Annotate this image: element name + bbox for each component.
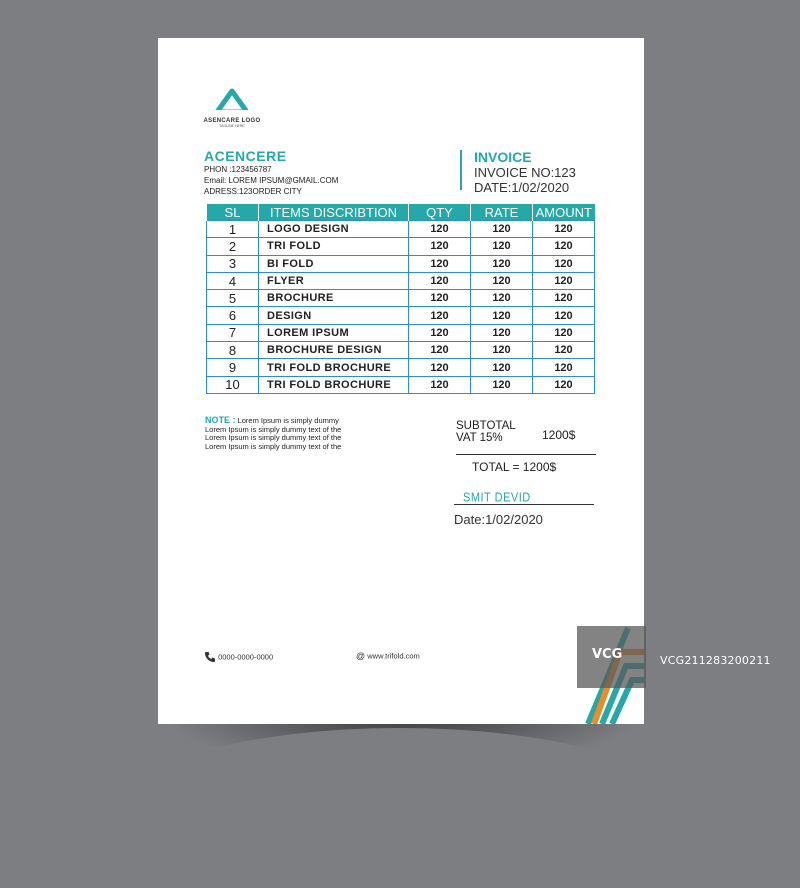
header-sl: SL bbox=[207, 204, 259, 221]
company-address: ADRESS:123ORDER CITY bbox=[204, 187, 302, 196]
note-line: Lorem Ipsum is simply dummy text of the bbox=[205, 441, 342, 451]
header-description: ITEMS DISCRIBTION bbox=[259, 204, 409, 221]
table-row bbox=[207, 342, 595, 359]
header-rate: RATE bbox=[471, 204, 533, 221]
cell-amount: 120 bbox=[533, 290, 595, 307]
header-qty: QTY bbox=[409, 204, 471, 221]
cell-qty: 120 bbox=[409, 324, 471, 341]
invoice-date: DATE:1/02/2020 bbox=[474, 180, 570, 195]
table-header-row bbox=[207, 204, 595, 221]
items-table bbox=[206, 204, 595, 394]
cell-amount: 120 bbox=[533, 307, 595, 324]
cell-amount: 120 bbox=[533, 342, 595, 359]
logo-name: ASENCARE LOGO bbox=[203, 118, 261, 124]
vat-label: VAT 15% bbox=[456, 432, 503, 444]
cell-rate: 120 bbox=[471, 342, 533, 359]
footer-web bbox=[356, 651, 420, 661]
cell-amount: 120 bbox=[533, 221, 595, 238]
cell-sl: 8 bbox=[207, 342, 259, 359]
cell-sl: 6 bbox=[207, 307, 259, 324]
footer-phone bbox=[204, 651, 273, 663]
phone-icon bbox=[204, 651, 216, 663]
cell-qty: 120 bbox=[409, 255, 471, 272]
cell-amount: 120 bbox=[533, 376, 595, 393]
total-divider bbox=[456, 454, 596, 455]
cell-sl: 4 bbox=[207, 272, 259, 289]
invoice-header bbox=[460, 149, 576, 195]
cell-description: LOREM IPSUM bbox=[259, 324, 409, 341]
cell-qty: 120 bbox=[409, 342, 471, 359]
table-row bbox=[207, 307, 595, 324]
cell-sl: 3 bbox=[207, 255, 259, 272]
note-label: NOTE : bbox=[205, 415, 236, 425]
cell-description: TRI FOLD bbox=[259, 238, 409, 255]
cell-rate: 120 bbox=[471, 238, 533, 255]
cell-description: BROCHURE bbox=[259, 290, 409, 307]
cell-sl: 5 bbox=[207, 290, 259, 307]
total-amount: TOTAL = 1200$ bbox=[472, 460, 557, 474]
totals-block bbox=[456, 420, 596, 474]
cell-rate: 120 bbox=[471, 307, 533, 324]
cell-rate: 120 bbox=[471, 272, 533, 289]
note-line: Lorem Ipsum is simply dummy bbox=[235, 416, 339, 425]
subtotal-row bbox=[456, 420, 596, 448]
cell-qty: 120 bbox=[409, 307, 471, 324]
cell-rate: 120 bbox=[471, 290, 533, 307]
table-row bbox=[207, 359, 595, 376]
cell-amount: 120 bbox=[533, 255, 595, 272]
watermark-brand: VCG bbox=[592, 647, 623, 662]
footer-phone-text: 0000-0000-0000 bbox=[218, 652, 274, 662]
watermark-id: VCG211283200211 bbox=[660, 654, 771, 667]
cell-sl: 7 bbox=[207, 324, 259, 341]
cell-description: BROCHURE DESIGN bbox=[259, 342, 409, 359]
cell-description: BI FOLD bbox=[259, 255, 409, 272]
logo-triangle-icon bbox=[212, 86, 252, 118]
cell-sl: 9 bbox=[207, 359, 259, 376]
signature: SMIT DEVID bbox=[463, 491, 531, 505]
cell-qty: 120 bbox=[409, 272, 471, 289]
signature-date: Date:1/02/2020 bbox=[454, 512, 543, 527]
cell-qty: 120 bbox=[409, 290, 471, 307]
cell-description: TRI FOLD BROCHURE bbox=[259, 359, 409, 376]
company-phone: PHON :123456787 bbox=[204, 165, 272, 174]
invoice-title: INVOICE bbox=[474, 149, 532, 165]
background-curve bbox=[120, 728, 680, 888]
signature-line bbox=[454, 504, 594, 505]
cell-rate: 120 bbox=[471, 255, 533, 272]
cell-description: DESIGN bbox=[259, 307, 409, 324]
cell-sl: 2 bbox=[207, 238, 259, 255]
cell-qty: 120 bbox=[409, 221, 471, 238]
table-row bbox=[207, 221, 595, 238]
cell-qty: 120 bbox=[409, 376, 471, 393]
cell-rate: 120 bbox=[471, 376, 533, 393]
note-line: Lorem Ipsum is simply dummy text of the bbox=[205, 424, 342, 434]
subtotal-label: SUBTOTAL bbox=[456, 420, 516, 432]
at-icon: @ bbox=[356, 651, 366, 662]
cell-description: LOGO DESIGN bbox=[259, 221, 409, 238]
cell-qty: 120 bbox=[409, 238, 471, 255]
company-name: ACENCERE bbox=[204, 148, 287, 164]
footer-web-text: www.trifold.com bbox=[367, 651, 420, 661]
cell-rate: 120 bbox=[471, 359, 533, 376]
cell-sl: 10 bbox=[207, 376, 259, 393]
cell-sl: 1 bbox=[207, 221, 259, 238]
table-row bbox=[207, 376, 595, 393]
cell-rate: 120 bbox=[471, 324, 533, 341]
invoice-number: INVOICE NO:123 bbox=[474, 165, 576, 180]
logo-tagline: TAGLINE HERE bbox=[219, 124, 245, 128]
company-email: Email: LOREM IPSUM@GMAIL.COM bbox=[204, 176, 339, 185]
company-info bbox=[204, 148, 338, 197]
table-row bbox=[207, 272, 595, 289]
cell-amount: 120 bbox=[533, 359, 595, 376]
cell-description: TRI FOLD BROCHURE bbox=[259, 376, 409, 393]
table-row bbox=[207, 255, 595, 272]
note-line: Lorem Ipsum is simply dummy text of the bbox=[205, 433, 342, 442]
cell-rate: 120 bbox=[471, 221, 533, 238]
table-row bbox=[207, 238, 595, 255]
table-row bbox=[207, 324, 595, 341]
cell-qty: 120 bbox=[409, 359, 471, 376]
subtotal-amount: 1200$ bbox=[542, 428, 576, 442]
header-amount: AMOUNT bbox=[533, 204, 595, 221]
company-logo bbox=[202, 86, 262, 128]
table-row bbox=[207, 290, 595, 307]
cell-amount: 120 bbox=[533, 238, 595, 255]
cell-amount: 120 bbox=[533, 272, 595, 289]
cell-description: FLYER bbox=[259, 272, 409, 289]
cell-amount: 120 bbox=[533, 324, 595, 341]
note-block bbox=[205, 416, 380, 451]
invoice-page bbox=[158, 38, 644, 724]
